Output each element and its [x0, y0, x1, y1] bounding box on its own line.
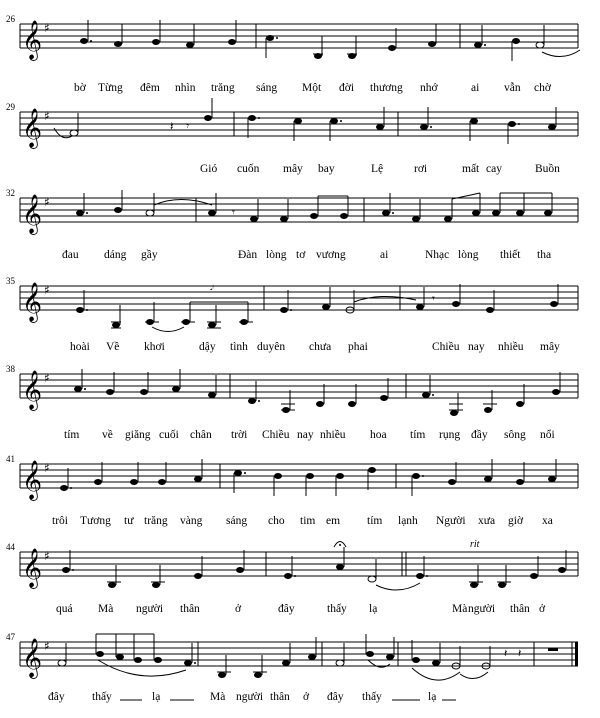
- lyric-syllable: giờ: [508, 515, 524, 527]
- lyric-syllable: xưa: [478, 515, 496, 527]
- lyric-syllable: cuốn: [237, 163, 260, 175]
- lyric-syllable: Chiều: [432, 341, 460, 353]
- lyric-syllable: đây: [327, 691, 344, 703]
- system-6: [6, 454, 578, 527]
- lyric-syllable: lòng: [458, 249, 479, 261]
- lyric-syllable: cuối: [159, 429, 179, 441]
- lyric-syllable: dáng: [104, 249, 127, 261]
- rest-icon: 𝄾: [432, 293, 435, 305]
- lyric-syllable: thân: [180, 603, 200, 615]
- lyric-syllable: thấy: [92, 691, 112, 703]
- lyrics-line: [52, 515, 553, 527]
- lyric-syllable: chưa: [309, 341, 332, 353]
- system-3: [6, 188, 578, 261]
- lyric-syllable: quá: [56, 603, 73, 615]
- lyric-syllable: gầy: [141, 249, 158, 261]
- lyric-syllable: sông: [504, 429, 526, 441]
- lyric-syllable: hoài: [70, 341, 90, 353]
- lyric-syllable: lạnh: [398, 515, 418, 527]
- lyric-syllable: Chiều: [262, 429, 290, 441]
- lyrics-line: [70, 340, 560, 353]
- lyric-syllable: đầy: [471, 429, 488, 441]
- lyric-syllable: về: [102, 429, 113, 441]
- sharp-icon: ♯: [44, 109, 50, 123]
- lyric-syllable: nhiều: [498, 341, 524, 353]
- lyric-syllable: Một: [302, 82, 322, 94]
- lyric-syllable: người: [468, 603, 496, 615]
- lyric-syllable: thương: [370, 82, 403, 94]
- lyrics-line: [200, 162, 560, 175]
- system-1: [6, 14, 580, 94]
- lyric-syllable: Buồn: [535, 163, 560, 175]
- rest-icon: 𝄾: [232, 207, 235, 219]
- treble-clef-icon: 𝄞: [22, 638, 43, 678]
- system-4: [6, 276, 578, 353]
- lyric-syllable: Mà: [98, 603, 114, 615]
- lyric-syllable: khơi: [144, 341, 165, 353]
- lyric-syllable: rơi: [414, 163, 428, 175]
- lyric-syllable: lòng: [266, 249, 287, 261]
- measure-number: 44: [6, 542, 15, 552]
- lyric-syllable: hoa: [370, 429, 387, 441]
- lyric-syllable: ở: [539, 603, 546, 615]
- lyric-syllable: chân: [190, 429, 212, 441]
- sharp-icon: ♯: [44, 21, 50, 35]
- lyrics-line: [74, 81, 552, 94]
- lyric-syllable: trời: [231, 429, 248, 441]
- lyric-syllable: tình: [230, 341, 248, 353]
- sharp-icon: ♯: [44, 639, 50, 653]
- lyric-syllable: ở: [235, 603, 242, 615]
- lyric-syllable: phai: [348, 341, 368, 353]
- lyric-syllable: Về: [106, 341, 120, 353]
- lyric-syllable: Mà: [210, 691, 226, 703]
- treble-clef-icon: 𝄞: [22, 548, 43, 588]
- lyric-syllable: vẫn: [504, 82, 521, 94]
- rest-icon: 𝄾: [186, 119, 190, 133]
- lyric-syllable: thân: [510, 603, 530, 615]
- sharp-icon: ♯: [44, 461, 50, 475]
- rest-icon: 𝄽: [518, 648, 522, 660]
- lyric-syllable: mây: [283, 163, 303, 175]
- system-5: [6, 364, 578, 441]
- lyric-syllable: nay: [297, 429, 314, 441]
- grace-note-icon: 𝆕: [210, 281, 214, 293]
- lyric-syllable: trăng: [144, 515, 168, 527]
- lyric-syllable: Lệ: [371, 163, 384, 175]
- measure-number: 35: [6, 276, 15, 286]
- lyrics-line: [56, 602, 546, 615]
- lyric-syllable: mây: [540, 341, 560, 353]
- lyric-syllable: cho: [268, 515, 285, 527]
- lyric-syllable: lạ: [152, 691, 161, 703]
- whole-rest-icon: [548, 648, 558, 651]
- lyric-syllable: nổi: [540, 429, 555, 441]
- lyric-syllable: thân: [270, 691, 290, 703]
- lyric-syllable: nhìn: [175, 82, 196, 94]
- lyric-syllable: tím: [410, 429, 426, 441]
- lyric-syllable: giăng: [125, 429, 151, 441]
- system-2: [6, 98, 578, 175]
- system-7: [6, 539, 578, 615]
- lyric-syllable: trôi: [52, 515, 68, 527]
- treble-clef-icon: 𝄞: [22, 20, 43, 60]
- lyric-syllable: duyên: [257, 341, 286, 353]
- measure-number: 41: [6, 454, 15, 464]
- system-8: [6, 632, 578, 703]
- lyric-syllable: xa: [542, 515, 553, 527]
- lyric-syllable: ở: [303, 691, 310, 703]
- measure-number: 38: [6, 364, 15, 374]
- lyric-syllable: đêm: [140, 82, 160, 94]
- lyric-syllable: Đàn: [238, 249, 258, 261]
- lyric-syllable: người: [236, 691, 264, 703]
- lyric-syllable: nhiều: [320, 429, 346, 441]
- lyric-syllable: bay: [318, 163, 335, 175]
- lyric-syllable: trăng: [211, 82, 235, 94]
- lyrics-line: [62, 248, 551, 261]
- ritardando-mark: rit: [470, 539, 480, 550]
- lyric-syllable: dậy: [199, 341, 216, 353]
- lyric-syllable: nay: [468, 341, 485, 353]
- lyric-syllable: thấy: [327, 603, 347, 615]
- lyric-syllable: Nhạc: [425, 249, 450, 261]
- lyric-syllable: Người: [436, 515, 466, 527]
- lyric-syllable: đời: [339, 82, 355, 94]
- lyric-syllable: mất: [462, 163, 480, 175]
- lyric-syllable: vương: [316, 249, 346, 261]
- measure-number: 32: [6, 188, 15, 198]
- lyric-syllable: thấy: [362, 691, 382, 703]
- lyric-syllable: bờ: [74, 82, 86, 94]
- lyric-syllable: vàng: [180, 515, 203, 527]
- lyric-syllable: tư: [124, 515, 134, 527]
- lyric-syllable: tím: [367, 515, 383, 527]
- lyric-syllable: rụng: [439, 429, 461, 441]
- lyric-syllable: đau: [62, 249, 79, 261]
- lyric-syllable: Gió: [200, 163, 218, 175]
- treble-clef-icon: 𝄞: [22, 282, 43, 322]
- lyric-syllable: thiết: [500, 249, 521, 261]
- lyric-syllable: ai: [471, 82, 480, 94]
- lyrics-line: [48, 690, 436, 703]
- lyric-syllable: Từng: [98, 82, 123, 94]
- lyric-syllable: tím: [64, 429, 80, 441]
- lyric-syllable: sáng: [256, 82, 278, 94]
- sharp-icon: ♯: [44, 283, 50, 297]
- lyric-syllable: Mà: [452, 603, 468, 615]
- lyric-syllable: sáng: [226, 515, 248, 527]
- lyric-syllable: nhớ: [420, 82, 438, 94]
- lyrics-line: [64, 428, 555, 441]
- lyric-syllable: em: [326, 515, 341, 527]
- rest-icon: 𝄽: [170, 119, 174, 133]
- measure-number: 29: [6, 102, 15, 112]
- lyric-syllable: chờ: [534, 82, 551, 94]
- treble-clef-icon: 𝄞: [22, 370, 43, 410]
- lyric-syllable: tơ: [296, 249, 306, 261]
- rest-icon: 𝄽: [504, 648, 508, 660]
- lyric-syllable: tha: [537, 249, 552, 261]
- lyric-syllable: đây: [278, 603, 295, 615]
- sharp-icon: ♯: [44, 371, 50, 385]
- lyric-syllable: cay: [486, 163, 502, 175]
- final-barline: [575, 642, 578, 666]
- lyric-syllable: người: [136, 603, 164, 615]
- sharp-icon: ♯: [44, 549, 50, 563]
- lyric-syllable: ai: [380, 249, 389, 261]
- lyric-syllable: tim: [300, 515, 316, 527]
- measure-number: 26: [6, 14, 15, 24]
- treble-clef-icon: 𝄞: [22, 194, 43, 234]
- lyric-syllable: lạ: [428, 691, 437, 703]
- treble-clef-icon: 𝄞: [22, 108, 43, 148]
- lyric-syllable: lạ: [369, 603, 378, 615]
- measure-number: 47: [6, 632, 15, 642]
- treble-clef-icon: 𝄞: [22, 460, 43, 500]
- lyric-syllable: đây: [48, 691, 65, 703]
- lyric-syllable: Tương: [80, 515, 111, 527]
- sharp-icon: ♯: [44, 195, 50, 209]
